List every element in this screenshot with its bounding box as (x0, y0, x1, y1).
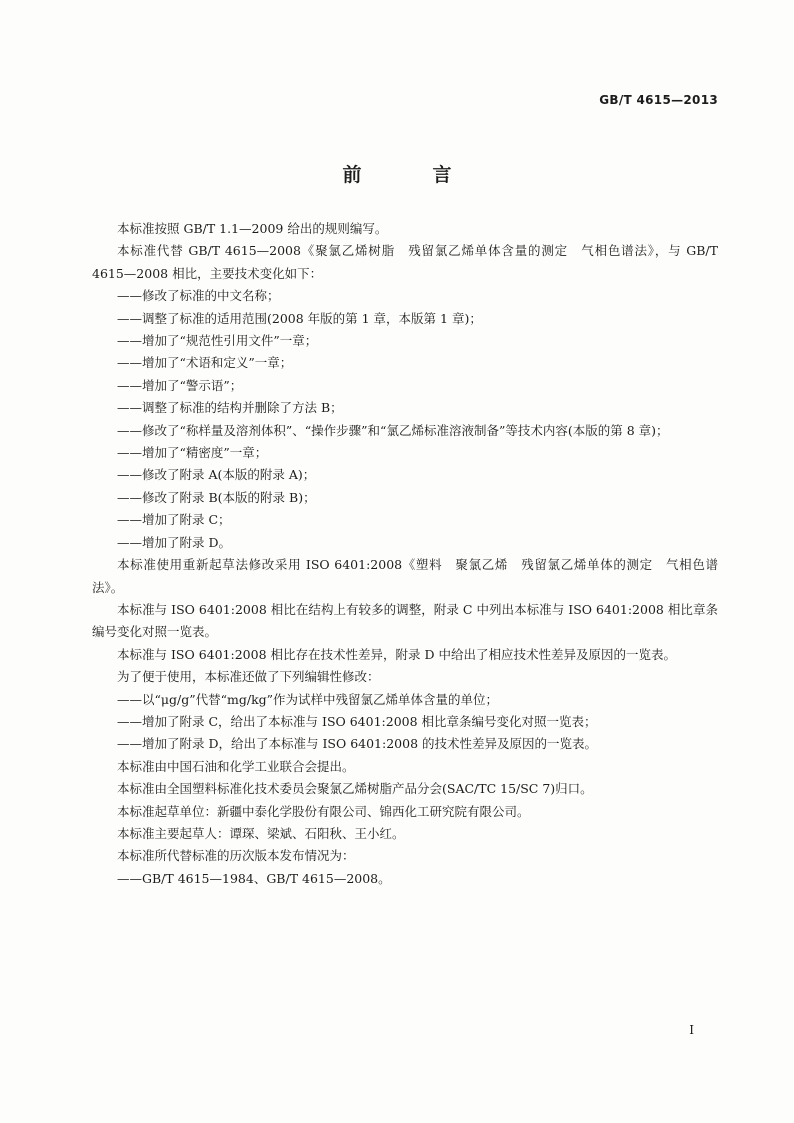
edit-item: ——以“μg/g”代替“mg/kg”作为试样中残留氯乙烯单体含量的单位； (117, 691, 499, 707)
edit-item: ——增加了附录 D，给出了本标准与 ISO 6401:2008 的技术性差异及原因的一览表。 (117, 736, 598, 752)
history-item: ——GB/T 4615—1984、GB/T 4615—2008。 (117, 870, 391, 886)
page-number: I (689, 1023, 694, 1037)
change-item: ——修改了附录 B(本版的附录 B)； (117, 489, 316, 505)
change-item: ——增加了“规范性引用文件”一章； (117, 333, 318, 349)
standard-number: GB/T 4615—2013 (599, 93, 718, 107)
change-item: ——修改了“称样量及溶剂体积”、“操作步骤”和“氯乙烯标准溶液制备”等技术内容(本版的第 8 章)； (117, 422, 669, 438)
paragraph-replaces: 本标准代替 GB/T 4615—2008《聚氯乙烯树脂 残留氯乙烯单体含量的测定 气相色谱法》，与 GB/T 4615—2008 相比，主要技术变化如下： (92, 243, 718, 281)
paragraph-history: 本标准所代替标准的历次版本发布情况为： (117, 848, 355, 864)
change-item: ——调整了标准的结构并删除了方法 B； (117, 400, 343, 416)
paragraph-rules: 本标准按照 GB/T 1.1—2009 给出的规则编写。 (117, 221, 388, 236)
change-item: ——增加了附录 D。 (117, 534, 231, 550)
change-item: ——增加了“精密度”一章； (117, 445, 268, 461)
paragraph-drafters: 本标准主要起草人：谭琛、梁斌、石阳秋、王小红。 (117, 825, 405, 841)
change-item: ——增加了“警示语”； (117, 377, 243, 393)
paragraph-managed-by: 本标准由全国塑料标准化技术委员会聚氯乙烯树脂产品分会(SAC/TC 15/SC 7)归口。 (117, 781, 593, 797)
paragraph-technical-diff: 本标准与 ISO 6401:2008 相比存在技术性差异，附录 D 中给出了相应技术性差异及原因的一览表。 (117, 646, 676, 662)
edit-item: ——增加了附录 C，给出了本标准与 ISO 6401:2008 相比章条编号变化对照一览表； (117, 713, 597, 729)
paragraph-structure: 本标准与 ISO 6401:2008 相比在结构上有较多的调整，附录 C 中列出本标准与 ISO 6401:2008 相比章条编号变化对照一览表。 (92, 601, 718, 640)
paragraph-editorial: 为了便于使用，本标准还做了下列编辑性修改： (117, 669, 380, 685)
foreword-body (92, 218, 718, 890)
change-item: ——修改了附录 A(本版的附录 A)； (117, 467, 316, 483)
page-title: 前 言 (342, 164, 478, 186)
paragraph-proposed-by: 本标准由中国石油和化学工业联合会提出。 (117, 758, 355, 774)
change-item: ——增加了“术语和定义”一章； (117, 355, 293, 371)
change-item: ——增加了附录 C； (117, 512, 231, 528)
paragraph-adoption: 本标准使用重新起草法修改采用 ISO 6401:2008《塑料 聚氯乙烯 残留氯乙烯单体的测定 气相色谱法》。 (92, 557, 718, 595)
change-item: ——修改了标准的中文名称； (117, 288, 280, 304)
change-item: ——调整了标准的适用范围(2008 年版的第 1 章，本版第 1 章)； (117, 310, 482, 326)
paragraph-drafting-units: 本标准起草单位：新疆中泰化学股份有限公司、锦西化工研究院有限公司。 (117, 803, 530, 819)
